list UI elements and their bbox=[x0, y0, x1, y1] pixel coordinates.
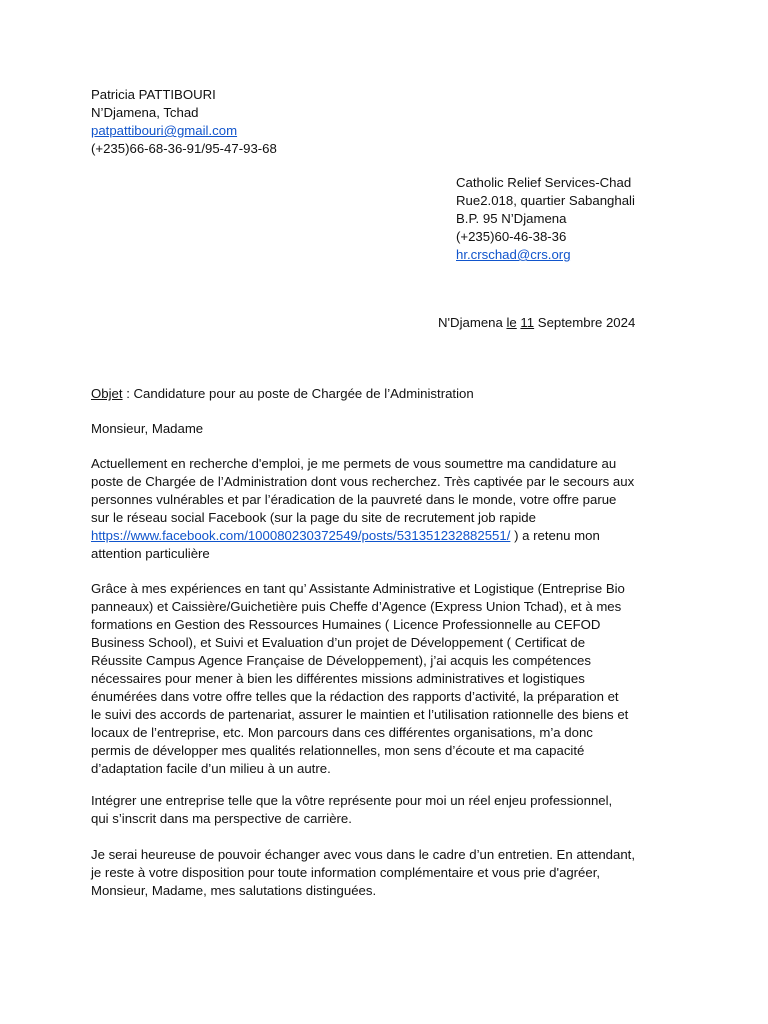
date-day: 11 bbox=[520, 315, 535, 330]
paragraph-line: je reste à votre disposition pour toute information complémentaire et vous prie d'agréer, bbox=[91, 865, 601, 880]
letter-date bbox=[438, 314, 635, 332]
paragraph-line: Je serai heureuse de pouvoir échanger avec vous dans le cadre d’un entretien. En attendant, bbox=[91, 847, 635, 862]
date-rest: Septembre 2024 bbox=[534, 315, 636, 330]
paragraph-2 bbox=[91, 580, 691, 778]
recipient-po-box: B.P. 95 N’Djamena bbox=[456, 211, 567, 226]
recipient-email-link[interactable]: hr.crschad@crs.org bbox=[456, 247, 571, 262]
recipient-phone: (+235)60-46-38-36 bbox=[456, 229, 567, 244]
paragraph-line: personnes vulnérables et par l’éradication de la pauvreté dans le monde, votre offre parue bbox=[91, 492, 617, 507]
paragraph-line: locaux de l’entreprise, etc. Mon parcours dans ces différentes organisations, m’a donc bbox=[91, 725, 593, 740]
paragraph-line: Réussite Campus Agence Française de Développement), j’ai acquis les compétences bbox=[91, 653, 591, 668]
paragraph-line: formations en Gestion des Ressources Humaines ( Licence Professionnelle au CEFOD bbox=[91, 617, 601, 632]
paragraph-1 bbox=[91, 455, 691, 563]
salutation bbox=[91, 420, 203, 438]
facebook-post-link[interactable]: https://www.facebook.com/100080230372549/posts/531351232882551/ bbox=[91, 528, 511, 543]
paragraph-line: Actuellement en recherche d'emploi, je me permets de vous soumettre ma candidature au bbox=[91, 456, 617, 471]
salutation-text: Monsieur, Madame bbox=[91, 421, 204, 436]
paragraph-line: poste de Chargée de l’Administration dont vous recherchez. Très captivée par le secours aux bbox=[91, 474, 635, 489]
paragraph-line: d’adaptation facile d’un milieu à un autre. bbox=[91, 761, 331, 776]
paragraph-line: nécessaires pour mener à bien les différentes missions administratives et logistiques bbox=[91, 671, 585, 686]
sender-city: N’Djamena, Tchad bbox=[91, 105, 199, 120]
paragraph-3 bbox=[91, 792, 691, 828]
paragraph-line: Monsieur, Madame, mes salutations distinguées. bbox=[91, 883, 377, 898]
paragraph-line: énumérées dans votre offre telles que la rédaction des rapports d’activité, la préparation et bbox=[91, 689, 619, 704]
recipient-org: Catholic Relief Services-Chad bbox=[456, 175, 632, 190]
paragraph-line: Business School), et Suivi et Evaluation d’un projet de Développement ( Certificat de bbox=[91, 635, 586, 650]
paragraph-line: Grâce à mes expériences en tant qu’ Assistante Administrative et Logistique (Entreprise Bio bbox=[91, 581, 625, 596]
after-link-text: ) a retenu mon bbox=[510, 528, 600, 543]
paragraph-4 bbox=[91, 846, 691, 900]
subject-text: : Candidature pour au poste de Chargée de l’Administration bbox=[122, 386, 474, 401]
sender-email-link[interactable]: patpattibouri@gmail.com bbox=[91, 123, 238, 138]
date-le: le bbox=[506, 315, 517, 330]
recipient-block bbox=[456, 174, 635, 264]
date-prefix: N'Djamena bbox=[438, 315, 507, 330]
paragraph-line: le suivi des accords de partenariat, assurer le maintien et l’utilisation rationnelle des biens et bbox=[91, 707, 629, 722]
paragraph-line: attention particulière bbox=[91, 546, 210, 561]
sender-block bbox=[91, 86, 277, 158]
sender-name: Patricia PATTIBOURI bbox=[91, 87, 216, 102]
paragraph-line: Intégrer une entreprise telle que la vôtre représente pour moi un réel enjeu professionnel, bbox=[91, 793, 613, 808]
paragraph-line: sur le réseau social Facebook (sur la page du site de recrutement job rapide bbox=[91, 510, 536, 525]
recipient-street: Rue2.018, quartier Sabanghali bbox=[456, 193, 635, 208]
subject-line bbox=[91, 385, 474, 403]
sender-phone: (+235)66-68-36-91/95-47-93-68 bbox=[91, 141, 277, 156]
paragraph-line: permis de développer mes qualités relationnelles, mon sens d’écoute et ma capacité bbox=[91, 743, 585, 758]
paragraph-line: qui s’inscrit dans ma perspective de carrière. bbox=[91, 811, 352, 826]
subject-label: Objet bbox=[91, 386, 123, 401]
paragraph-line: panneaux) et Caissière/Guichetière puis Cheffe d’Agence (Express Union Tchad), et à mes bbox=[91, 599, 622, 614]
